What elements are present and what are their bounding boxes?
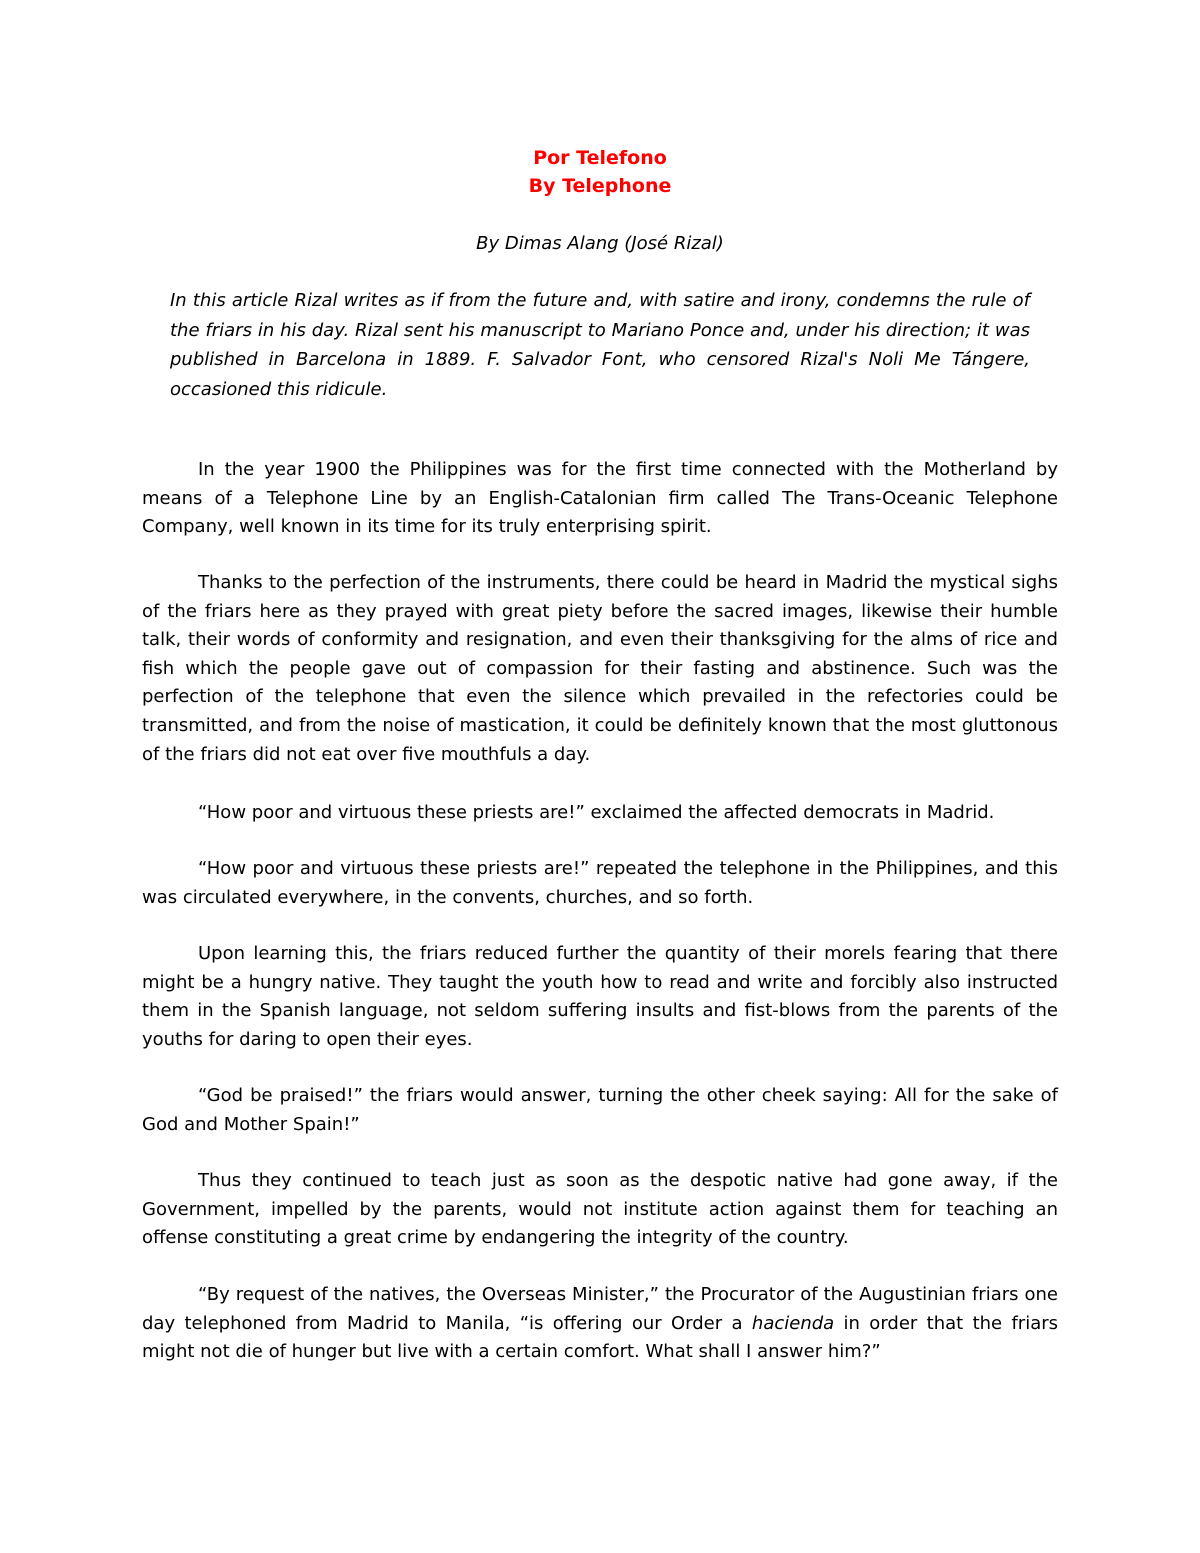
last-paragraph-start: “By request of the natives, the Overseas Minister,” the Procurator of the Augustinian friars one day telephoned from Madrid to Manila, “is offering our Order a bbox=[142, 1284, 1058, 1334]
emphasis-hacienda: hacienda bbox=[751, 1312, 835, 1334]
body-paragraph: “How poor and virtuous these priests are!” repeated the telephone in the Philippines, and this was circulated everywhere, in the convents, churches, and so forth. bbox=[142, 858, 1058, 908]
byline: By Dimas Alang (José Rizal) bbox=[476, 233, 724, 254]
body-paragraph: Thus they continued to teach just as soon as the despotic native had gone away, if the Government, impelled by the parents, would not institute action against them for teaching an offense constituting a great crime by endangering the integrity of the country. bbox=[142, 1170, 1058, 1249]
last-paragraph-end: in order that the friars might not die of hunger but live with a certain comfort. What shall I answer him?” bbox=[142, 1312, 1059, 1363]
body-paragraph: In the year 1900 the Philippines was for the first time connected with the Motherland by means of a Telephone Line by an English-Catalonian firm called The Trans-Oceanic Telephone Company, well known in its time for its truly enterprising spirit. bbox=[142, 459, 1058, 538]
body-paragraph-last bbox=[142, 1281, 1058, 1367]
body-paragraph: “God be praised!” the friars would answer, turning the other cheek saying: All for the sake of God and Mother Spain!” bbox=[142, 1085, 1058, 1135]
title-spanish: Por Telefono bbox=[533, 147, 667, 169]
intro-note: In this article Rizal writes as if from the future and, with satire and irony, condemns the rule of the friars in his day. Rizal sent his manuscript to Mariano Ponce and, under his direction; it was published in Barcelona in 1889. F. Salvador Font, who censored Rizal's Noli Me Tángere, occasioned this ridicule. bbox=[170, 290, 1030, 400]
title-english: By Telephone bbox=[528, 175, 672, 197]
body-paragraph: Thanks to the perfection of the instruments, there could be heard in Madrid the mystical sighs of the friars here as they prayed with great piety before the sacred images, likewise their humble talk, their words of conformity and resignation, and even their thanksgiving for the alms of rice and fish which the people gave out of compassion for their fasting and abstinence. Such was the perfection of the telephone that even the silence which prevailed in the refectories could be transmitted, and from the noise of mastication, it could be definitely known that the most gluttonous of the friars did not eat over five mouthfuls a day. bbox=[142, 572, 1058, 765]
body-paragraph: “How poor and virtuous these priests are!” exclaimed the affected democrats in Madrid. bbox=[198, 802, 995, 823]
body-paragraph: Upon learning this, the friars reduced further the quantity of their morels fearing that there might be a hungry native. They taught the youth how to read and write and forcibly also instructed them in the Spanish language, not seldom suffering insults and fist-blows from the parents of the youths for daring to open their eyes. bbox=[142, 943, 1058, 1050]
